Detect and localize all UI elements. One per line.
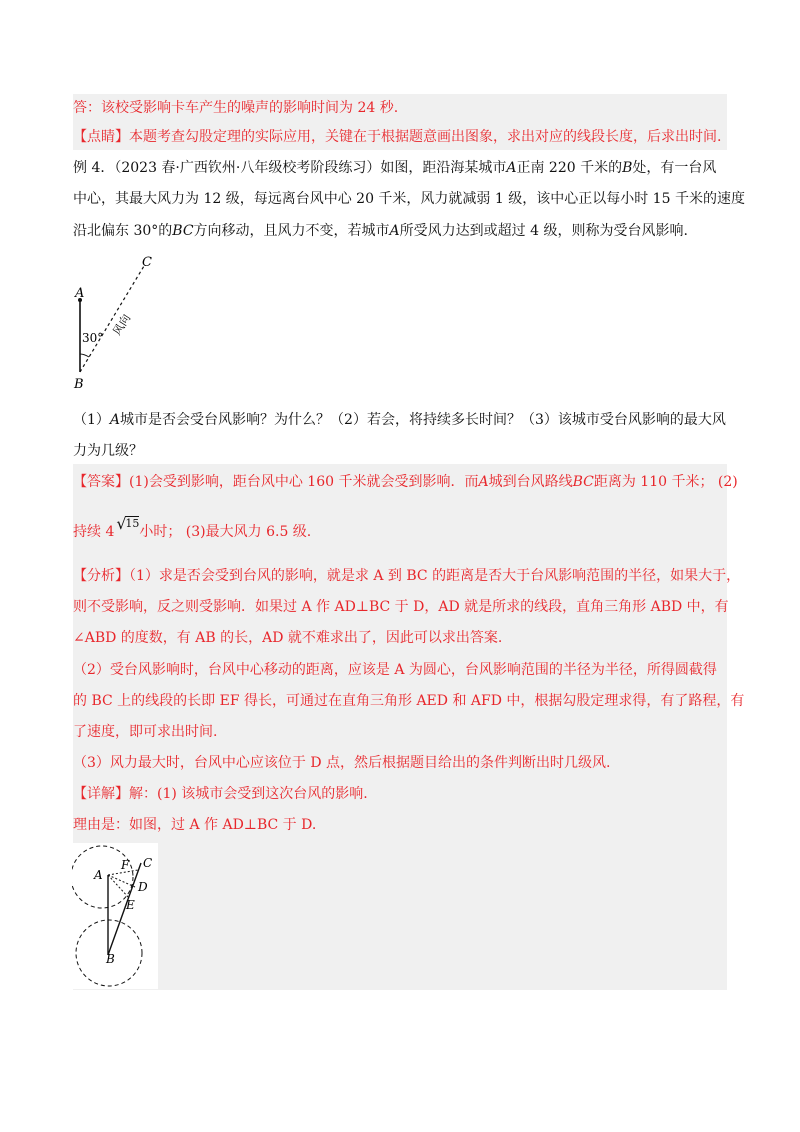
segment-ad: [108, 875, 135, 887]
dianjing-tag: 【点睛】: [73, 129, 129, 145]
example4-l3-c: 所受风力达到或超过 4 级，则称为受台风影响.: [399, 223, 688, 239]
example4-line3: [73, 221, 688, 241]
label-e-2: E: [126, 898, 135, 912]
angle-arc: [80, 354, 89, 357]
answer-l1-a: (1)会受到影响，距台风中心 160 千米就会受到影响．而: [129, 474, 479, 490]
answer-tag: 【答案】: [73, 474, 129, 490]
detail-line1-text: 解：(1) 该城市会受到这次台风的影响.: [129, 786, 368, 802]
q-line1-var-a: A: [109, 412, 121, 428]
sqrt-expression: √ $^{15}$: [116, 514, 140, 533]
detail-line2: 理由是：如图，过 A 作 AD⊥BC 于 D.: [73, 817, 317, 833]
answer-l1-b: 城到台风路线: [488, 474, 573, 490]
example4-text-a: 例 4．（2023 春·广西钦州·八年级校考阶段练习）如图，距沿海某城市: [73, 160, 507, 176]
label-f-2: F: [121, 858, 130, 872]
answer-l1-bc: BC: [572, 474, 594, 490]
answer-l2-b: 小时； (3)最大风力 6.5 级.: [139, 524, 312, 540]
q-line1-b: 城市是否会受台风影响？为什么？（2）若会，将持续多长时间？（3）该城市受台风影响的最大风: [120, 412, 726, 428]
example4-var-b: B: [622, 160, 633, 176]
direction-label: 风向: [110, 312, 134, 338]
questions-line2: 力为几级？: [73, 443, 143, 459]
example4-text-c: 处，有一台风: [632, 160, 717, 176]
label-c-2: C: [143, 856, 153, 870]
example4-l3-var-a: A: [389, 223, 400, 239]
typhoon-direction-figure: [70, 250, 170, 395]
segment-bc-dashed: [80, 266, 144, 372]
analysis-p2-l2: 的 BC 上的线段的长即 EF 得长，可通过在直角三角形 AED 和 AFD 中，根据勾股定理求得，有了路程，有: [73, 693, 745, 709]
answer-l1-c: 距离为 110 千米； (2): [593, 474, 738, 490]
analysis-p1-l2: 则不受影响，反之则受影响．如果过 A 作 AD⊥BC 于 D，AD 就是所求的线段，直角三角形 ABD 中，有: [73, 599, 729, 615]
q-line1-a: （1）: [73, 412, 110, 428]
answer-l1-var-a: A: [478, 474, 489, 490]
dianjing-line: [73, 127, 721, 147]
sqrt-radicand: 15: [125, 517, 140, 530]
analysis-p1-l3: ∠ABD 的度数，有 AB 的长，AD 就不难求出了，因此可以求出答案.: [73, 630, 503, 646]
example4-l3-b: 方向移动，且风力不变，若城市: [193, 223, 390, 239]
label-d-2: D: [138, 880, 148, 894]
typhoon-circle-figure: [72, 843, 158, 989]
analysis-p2-l1: （2）受台风影响时，台风中心移动的距离，应该是 A 为圆心，台风影响范围的半径为半径，所得圆截得: [73, 662, 717, 678]
example4-line1: [73, 158, 716, 178]
analysis-tag: 【分析】: [73, 568, 129, 584]
previous-answer-line: 答：该校受影响卡车产生的噪声的影响时间为 24 秒.: [73, 100, 399, 116]
example4-text-b: 正南 220 千米的: [516, 160, 623, 176]
segment-ae: [108, 875, 129, 898]
analysis-p3-l1: （3）风力最大时，台风中心应该位于 D 点，然后根据题目给出的条件判断出时几级风.: [73, 755, 611, 771]
analysis-p1-l1-text: （1）求是否会受到台风的影响，就是求 A 到 BC 的距离是否大于台风影响范围的半径，如果大于，: [129, 568, 741, 584]
label-a: A: [75, 286, 85, 301]
example4-l3-a: 沿北偏东 30°的: [73, 223, 173, 239]
label-b-2: B: [106, 952, 115, 966]
questions-line1: [73, 410, 726, 430]
example4-l3-bc: BC: [172, 223, 194, 239]
label-b: B: [74, 377, 84, 392]
detail-tag: 【详解】: [73, 786, 129, 802]
answer-line1: [73, 472, 738, 492]
answer-line2: [73, 514, 312, 543]
label-a-2: A: [94, 868, 103, 882]
example4-var-a: A: [506, 160, 517, 176]
analysis-p2-l3: 了速度，即可求出时间.: [73, 724, 218, 740]
label-c: C: [142, 255, 152, 270]
answer-l2-a: 持续 4: [73, 524, 115, 540]
analysis-p1-l1: [73, 566, 740, 586]
example4-line2: 中心，其最大风力为 12 级，每远离台风中心 20 千米，风力就减弱 1 级，该中心正以每小时 15 千米的速度: [73, 191, 745, 207]
detail-line1: [73, 784, 368, 804]
angle-label: 30°: [82, 331, 104, 345]
dianjing-text: 本题考查勾股定理的实际应用，关键在于根据题意画出图象，求出对应的线段长度，后求出时间.: [129, 129, 722, 145]
